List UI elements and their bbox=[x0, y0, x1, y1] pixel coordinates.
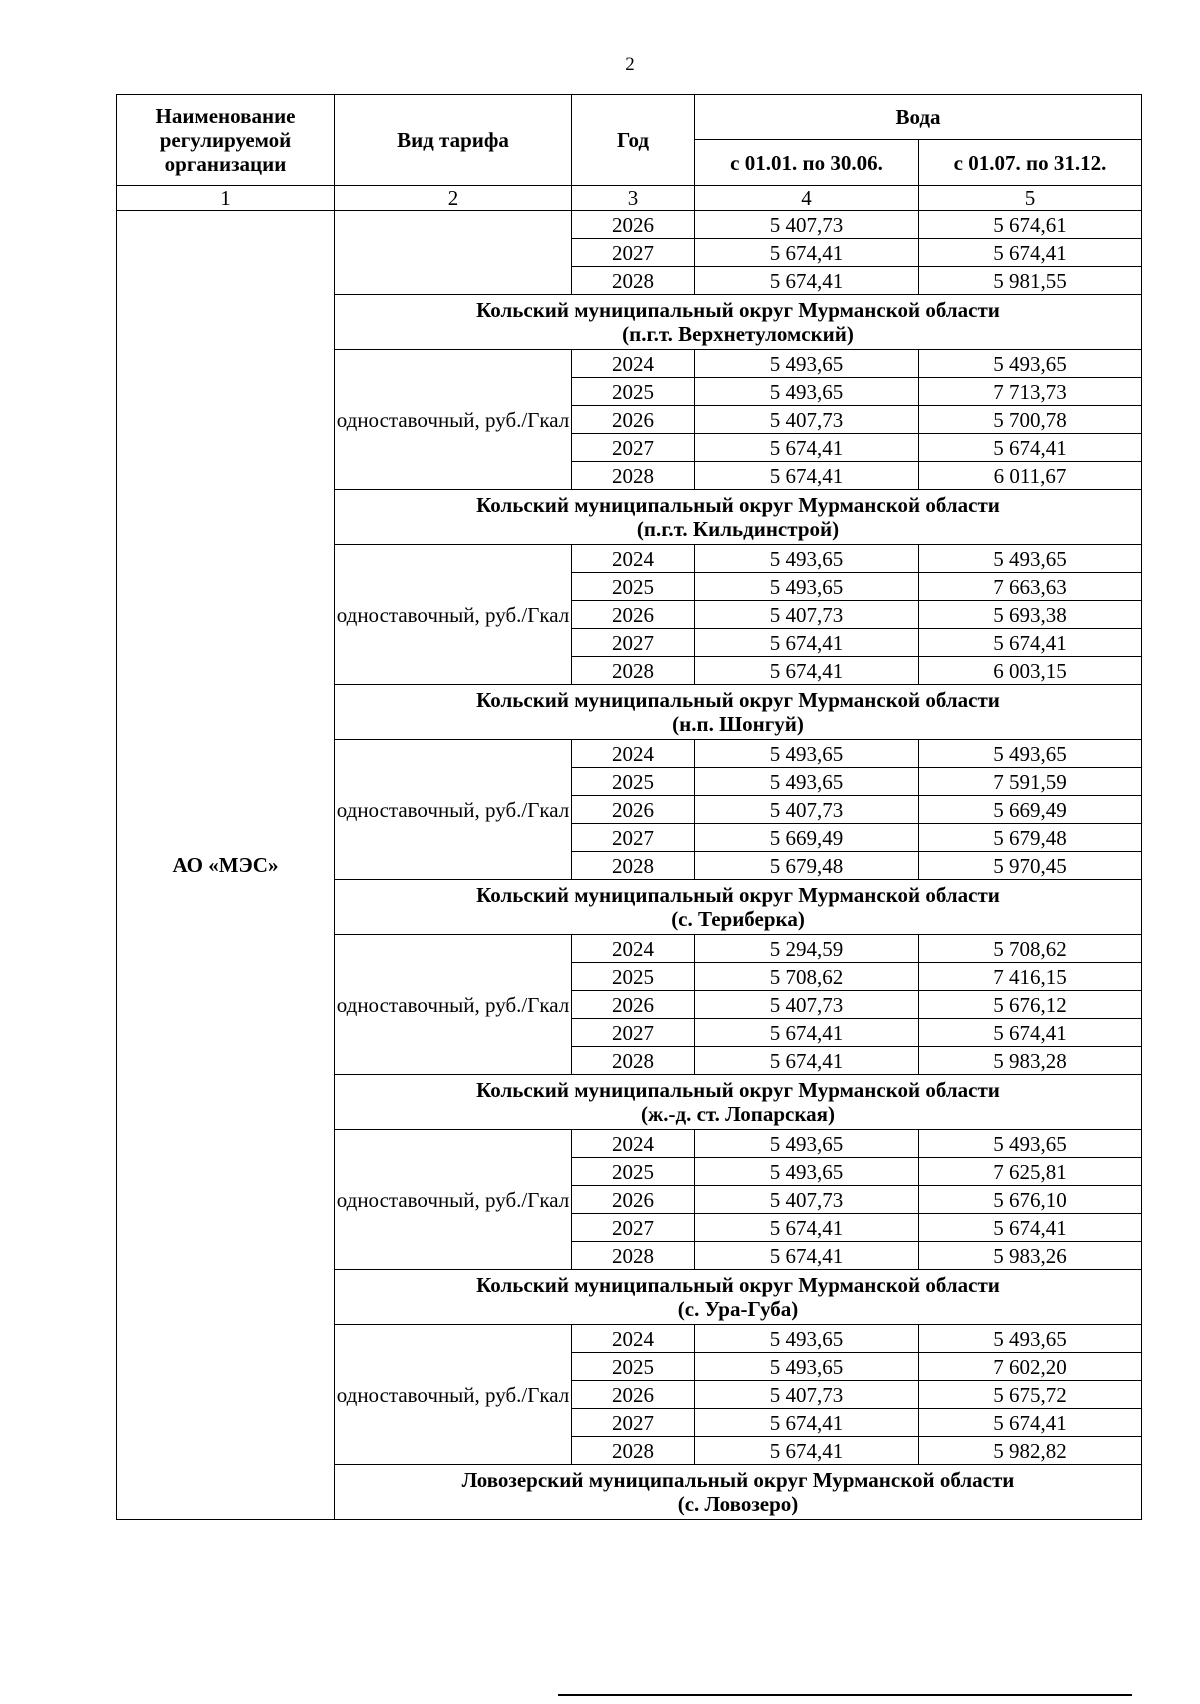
tariff-period2-cell: 5 983,28 bbox=[919, 1047, 1142, 1075]
tariff-period2-cell: 7 663,63 bbox=[919, 573, 1142, 601]
tariff-period2-cell: 5 983,26 bbox=[919, 1242, 1142, 1270]
tariff-period1-cell: 5 493,65 bbox=[695, 1130, 919, 1158]
tariff-kind: одноставочный, руб./Гкал bbox=[335, 350, 572, 490]
group-title-line1: Кольский муниципальный округ Мурманской области bbox=[476, 298, 1000, 322]
group-title bbox=[335, 1270, 1142, 1325]
year-cell: 2026 bbox=[572, 1381, 695, 1409]
tariff-period2-cell: 5 693,38 bbox=[919, 601, 1142, 629]
group-title-line2: (п.г.т. Кильдинстрой) bbox=[636, 517, 840, 541]
tariff-period2-cell: 5 669,49 bbox=[919, 796, 1142, 824]
year-cell: 2028 bbox=[572, 657, 695, 685]
year-cell: 2025 bbox=[572, 768, 695, 796]
tariff-period2-cell: 5 674,41 bbox=[919, 239, 1142, 267]
year-cell: 2024 bbox=[572, 1325, 695, 1353]
year-cell: 2024 bbox=[572, 350, 695, 378]
year-cell: 2028 bbox=[572, 1437, 695, 1465]
tariff-period1-cell: 5 407,73 bbox=[695, 991, 919, 1019]
tariff-period1-cell: 5 407,73 bbox=[695, 796, 919, 824]
tariff-period2-cell: 5 679,48 bbox=[919, 824, 1142, 852]
tariff-period2-cell: 5 981,55 bbox=[919, 267, 1142, 295]
tariff-period2-cell: 5 676,12 bbox=[919, 991, 1142, 1019]
year-cell: 2027 bbox=[572, 824, 695, 852]
tariff-period1-cell: 5 674,41 bbox=[695, 1409, 919, 1437]
tariff-kind: одноставочный, руб./Гкал bbox=[335, 935, 572, 1075]
tariff-period2-cell: 5 674,41 bbox=[919, 1019, 1142, 1047]
year-cell: 2028 bbox=[572, 1047, 695, 1075]
tariff-period2-cell: 5 982,82 bbox=[919, 1437, 1142, 1465]
year-cell: 2028 bbox=[572, 852, 695, 880]
group-title bbox=[335, 880, 1142, 935]
year-cell: 2024 bbox=[572, 1130, 695, 1158]
year-cell: 2026 bbox=[572, 406, 695, 434]
year-cell: 2027 bbox=[572, 629, 695, 657]
year-cell: 2026 bbox=[572, 796, 695, 824]
year-cell: 2027 bbox=[572, 239, 695, 267]
tariff-period2-cell: 6 011,67 bbox=[919, 462, 1142, 490]
tariff-kind: одноставочный, руб./Гкал bbox=[335, 545, 572, 685]
group-title-line2: (с. Ура-Губа) bbox=[677, 1297, 799, 1321]
tariff-period1-cell: 5 679,48 bbox=[695, 852, 919, 880]
year-cell: 2025 bbox=[572, 1158, 695, 1186]
tariff-period1-cell: 5 407,73 bbox=[695, 1186, 919, 1214]
year-cell: 2026 bbox=[572, 991, 695, 1019]
tariff-period1-cell: 5 493,65 bbox=[695, 350, 919, 378]
header-period2: с 01.07. по 31.12. bbox=[919, 140, 1142, 186]
year-cell: 2024 bbox=[572, 935, 695, 963]
page-number: 2 bbox=[625, 54, 635, 75]
group-title-line1: Ловозерский муниципальный округ Мурманской области bbox=[461, 1468, 1015, 1492]
year-cell: 2027 bbox=[572, 1409, 695, 1437]
group-title-line1: Кольский муниципальный округ Мурманской области bbox=[476, 493, 1000, 517]
tariff-period1-cell: 5 493,65 bbox=[695, 545, 919, 573]
tariff-period1-cell: 5 674,41 bbox=[695, 629, 919, 657]
year-cell: 2026 bbox=[572, 601, 695, 629]
tariff-period1-cell: 5 407,73 bbox=[695, 1381, 919, 1409]
column-number: 5 bbox=[919, 186, 1142, 211]
tariff-period2-cell: 5 674,41 bbox=[919, 1214, 1142, 1242]
tariff-period1-cell: 5 674,41 bbox=[695, 267, 919, 295]
tariff-table bbox=[116, 94, 1142, 1520]
header-water: Вода bbox=[695, 95, 1142, 140]
tariff-period1-cell: 5 674,41 bbox=[695, 1242, 919, 1270]
tariff-period2-cell: 5 674,41 bbox=[919, 434, 1142, 462]
group-title-line1: Кольский муниципальный округ Мурманской области bbox=[476, 688, 1000, 712]
group-title-line1: Кольский муниципальный округ Мурманской области bbox=[476, 1273, 1000, 1297]
tariff-period2-cell: 7 713,73 bbox=[919, 378, 1142, 406]
year-cell: 2028 bbox=[572, 267, 695, 295]
header-period1: с 01.01. по 30.06. bbox=[695, 140, 919, 186]
tariff-period1-cell: 5 493,65 bbox=[695, 1353, 919, 1381]
tariff-kind-empty bbox=[335, 211, 572, 295]
tariff-period2-cell: 5 493,65 bbox=[919, 350, 1142, 378]
group-title bbox=[335, 685, 1142, 740]
group-title bbox=[335, 1465, 1142, 1520]
tariff-period2-cell: 5 708,62 bbox=[919, 935, 1142, 963]
tariff-period1-cell: 5 407,73 bbox=[695, 406, 919, 434]
header-organization: Наименование регулируемой организации bbox=[117, 95, 335, 186]
tariff-period2-cell: 5 676,10 bbox=[919, 1186, 1142, 1214]
group-title-line2: (ж.-д. ст. Лопарская) bbox=[640, 1102, 835, 1126]
tariff-period1-cell: 5 493,65 bbox=[695, 768, 919, 796]
tariff-period1-cell: 5 493,65 bbox=[695, 573, 919, 601]
tariff-period2-cell: 7 416,15 bbox=[919, 963, 1142, 991]
year-cell: 2027 bbox=[572, 1019, 695, 1047]
tariff-period2-cell: 5 675,72 bbox=[919, 1381, 1142, 1409]
column-number: 2 bbox=[335, 186, 572, 211]
year-cell: 2024 bbox=[572, 740, 695, 768]
table-row bbox=[117, 211, 1142, 239]
tariff-period2-cell: 6 003,15 bbox=[919, 657, 1142, 685]
year-cell: 2027 bbox=[572, 1214, 695, 1242]
column-number: 1 bbox=[117, 186, 335, 211]
column-number: 3 bbox=[572, 186, 695, 211]
header-year: Год bbox=[572, 95, 695, 186]
tariff-period1-cell: 5 674,41 bbox=[695, 462, 919, 490]
tariff-period2-cell: 5 493,65 bbox=[919, 1325, 1142, 1353]
tariff-kind: одноставочный, руб./Гкал bbox=[335, 1325, 572, 1465]
group-title bbox=[335, 490, 1142, 545]
group-title bbox=[335, 295, 1142, 350]
tariff-period1-cell: 5 493,65 bbox=[695, 378, 919, 406]
group-title-line1: Кольский муниципальный округ Мурманской области bbox=[476, 1078, 1000, 1102]
tariff-period2-cell: 5 674,41 bbox=[919, 629, 1142, 657]
year-cell: 2025 bbox=[572, 378, 695, 406]
tariff-kind: одноставочный, руб./Гкал bbox=[335, 1130, 572, 1270]
tariff-period2-cell: 5 493,65 bbox=[919, 545, 1142, 573]
tariff-period1-cell: 5 294,59 bbox=[695, 935, 919, 963]
tariff-period1-cell: 5 674,41 bbox=[695, 1214, 919, 1242]
tariff-period2-cell: 5 970,45 bbox=[919, 852, 1142, 880]
tariff-period2-cell: 5 700,78 bbox=[919, 406, 1142, 434]
tariff-period1-cell: 5 674,41 bbox=[695, 1047, 919, 1075]
group-title-line2: (п.г.т. Верхнетуломский) bbox=[622, 322, 854, 346]
tariff-period2-cell: 7 602,20 bbox=[919, 1353, 1142, 1381]
group-title-line2: (н.п. Шонгуй) bbox=[672, 712, 804, 736]
tariff-period2-cell: 7 591,59 bbox=[919, 768, 1142, 796]
year-cell: 2028 bbox=[572, 462, 695, 490]
bottom-line bbox=[558, 1694, 1132, 1696]
tariff-period1-cell: 5 407,73 bbox=[695, 211, 919, 239]
tariff-period2-cell: 7 625,81 bbox=[919, 1158, 1142, 1186]
tariff-period1-cell: 5 407,73 bbox=[695, 601, 919, 629]
group-title-line2: (с. Териберка) bbox=[671, 907, 805, 931]
tariff-period1-cell: 5 493,65 bbox=[695, 1158, 919, 1186]
tariff-period1-cell: 5 674,41 bbox=[695, 434, 919, 462]
year-cell: 2025 bbox=[572, 1353, 695, 1381]
year-cell: 2027 bbox=[572, 434, 695, 462]
group-title bbox=[335, 1075, 1142, 1130]
tariff-period2-cell: 5 493,65 bbox=[919, 740, 1142, 768]
organization-name: АО «МЭС» bbox=[117, 211, 335, 1520]
tariff-kind: одноставочный, руб./Гкал bbox=[335, 740, 572, 880]
tariff-period1-cell: 5 674,41 bbox=[695, 1019, 919, 1047]
tariff-period1-cell: 5 674,41 bbox=[695, 239, 919, 267]
year-cell: 2025 bbox=[572, 573, 695, 601]
tariff-period1-cell: 5 708,62 bbox=[695, 963, 919, 991]
group-title-line2: (с. Ловозеро) bbox=[677, 1492, 799, 1516]
tariff-period1-cell: 5 493,65 bbox=[695, 1325, 919, 1353]
tariff-period2-cell: 5 674,61 bbox=[919, 211, 1142, 239]
year-cell: 2024 bbox=[572, 545, 695, 573]
group-title-line1: Кольский муниципальный округ Мурманской области bbox=[476, 883, 1000, 907]
year-cell: 2026 bbox=[572, 211, 695, 239]
year-cell: 2028 bbox=[572, 1242, 695, 1270]
tariff-period1-cell: 5 669,49 bbox=[695, 824, 919, 852]
tariff-period2-cell: 5 674,41 bbox=[919, 1409, 1142, 1437]
tariff-period1-cell: 5 674,41 bbox=[695, 1437, 919, 1465]
tariff-period2-cell: 5 493,65 bbox=[919, 1130, 1142, 1158]
tariff-period1-cell: 5 674,41 bbox=[695, 657, 919, 685]
year-cell: 2025 bbox=[572, 963, 695, 991]
column-number: 4 bbox=[695, 186, 919, 211]
tariff-period1-cell: 5 493,65 bbox=[695, 740, 919, 768]
year-cell: 2026 bbox=[572, 1186, 695, 1214]
header-tariff-type: Вид тарифа bbox=[335, 95, 572, 186]
